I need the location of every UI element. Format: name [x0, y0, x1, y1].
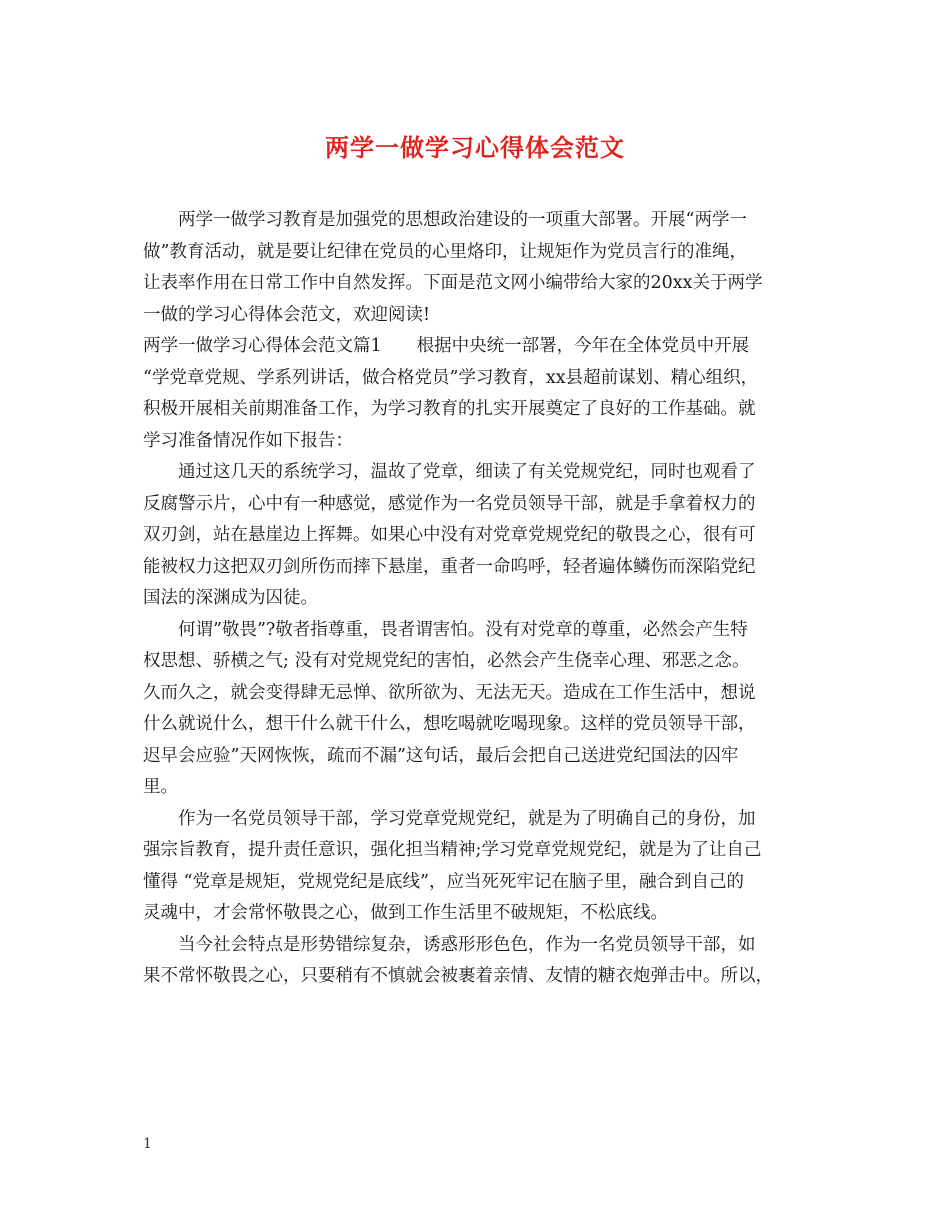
body-text-line: 当今社会特点是形势错综复杂，诱惑形形色色，作为一名党员领导干部，如 — [178, 934, 756, 955]
document-title: 两学一做学习心得体会范文 — [325, 133, 625, 162]
body-text-line: “学党章党规、学系列讲话，做合格党员”学习教育，xx县超前谋划、精心组织， — [143, 367, 759, 388]
body-text-line: 双刃剑，站在悬崖边上挥舞。如果心中没有对党章党规党纪的敬畏之心，很有可 — [143, 525, 756, 545]
body-text-line: 反腐警示片，心中有一种感觉，感觉作为一名党员领导干部，就是手拿着权力的 — [143, 493, 756, 514]
body-text-line: 灵魂中，才会常怀敬畏之心，做到工作生活里不破规矩，不松底线。 — [143, 903, 668, 923]
body-text-line: 做”教育活动，就是要让纪律在党员的心里烙印，让规矩作为党员言行的准绳， — [143, 241, 747, 262]
body-text-line: 让表率作用在日常工作中自然发挥。下面是范文网小编带给大家的20xx关于两学 — [143, 273, 763, 293]
body-text-line: 久而久之，就会变得肆无忌惮、欲所欲为、无法无天。造成在工作生活中，想说 — [143, 682, 756, 703]
document-body — [143, 205, 815, 993]
page-number: 1 — [143, 1136, 152, 1152]
body-text-line: 两学一做学习教育是加强党的思想政治建设的一项重大部署。开展“两学一 — [178, 210, 747, 230]
body-text-line: 果不常怀敬畏之心，只要稍有不慎就会被裹着亲情、友情的糖衣炮弹击中。所以， — [143, 966, 773, 986]
body-text-line: 能被权力这把双刃剑所伤而摔下悬崖，重者一命呜呼，轻者遍体鳞伤而深陷党纪 — [143, 556, 756, 577]
body-text-line: 国法的深渊成为囚徒。 — [143, 588, 318, 608]
body-text-line: 权思想、骄横之气; 没有对党规党纪的害怕，必然会产生侥幸心理、邪恶之念。 — [143, 651, 750, 671]
body-text-line: 什么就说什么，想干什么就干什么，想吃喝就吃喝现象。这样的党员领导干部， — [143, 714, 756, 734]
body-text-line: 积极开展相关前期准备工作，为学习教育的扎实开展奠定了良好的工作基础。就 — [143, 399, 756, 419]
body-text-line: 强宗旨教育，提升责任意识，强化担当精神;学习党章党规党纪，就是为了让自己 — [143, 840, 762, 860]
body-text-line: 何谓”敬畏”?敬者指尊重，畏者谓害怕。没有对党章的尊重，必然会产生特 — [178, 619, 748, 640]
body-text-line: 通过这几天的系统学习，温故了党章，细读了有关党规党纪，同时也观看了 — [178, 462, 756, 482]
body-text-line: 学习准备情况作如下报告： — [143, 430, 353, 451]
body-text-line: 两学一做学习心得体会范文篇1 根据中央统一部署，今年在全体党员中开展 — [143, 336, 750, 356]
body-text-line: 作为一名党员领导干部，学习党章党规党纪，就是为了明确自己的身份，加 — [178, 808, 756, 829]
body-text-line: 一做的学习心得体会范文，欢迎阅读! — [143, 304, 431, 325]
body-text-line: 迟早会应验”天网恢恢，疏而不漏”这句话，最后会把自己送进党纪国法的囚牢 — [143, 745, 739, 766]
body-text-line: 里。 — [143, 777, 178, 797]
body-text-line: 懂得 “党章是规矩，党规党纪是底线”，应当死死牢记在脑子里，融合到自己的 — [143, 871, 744, 892]
